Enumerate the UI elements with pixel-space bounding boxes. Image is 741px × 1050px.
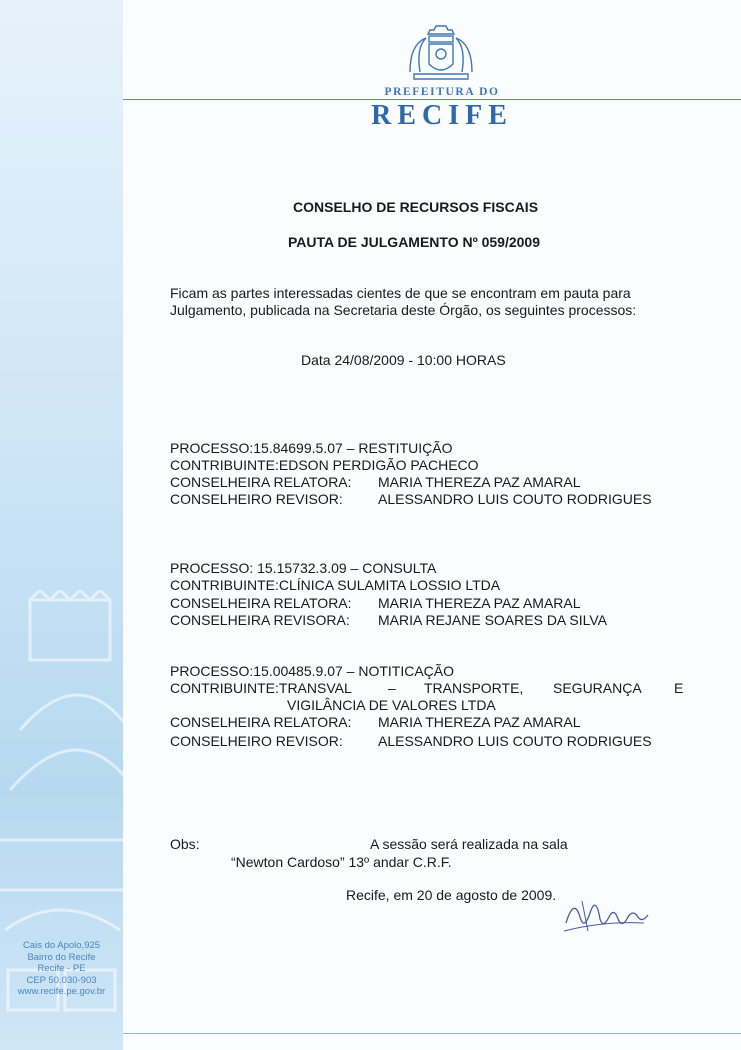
pauta-title: PAUTA DE JULGAMENTO Nº 059/2009 bbox=[288, 234, 540, 250]
obs-line-2: “Newton Cardoso” 13º andar C.R.F. bbox=[231, 854, 452, 870]
process-rapporteur-name: MARIA THEREZA PAZ AMARAL bbox=[378, 595, 581, 611]
process-taxpayer-part: CONTRIBUINTE:TRANSVAL bbox=[170, 680, 352, 696]
address-block bbox=[0, 940, 123, 998]
process-taxpayer-part: TRANSPORTE, bbox=[424, 680, 524, 696]
sidebar-band bbox=[0, 0, 123, 1050]
process-rapporteur-label: CONSELHEIRA RELATORA: bbox=[170, 595, 352, 611]
process-reviewer-name: ALESSANDRO LUIS COUTO RODRIGUES bbox=[378, 491, 652, 507]
process-rapporteur-name: MARIA THEREZA PAZ AMARAL bbox=[378, 474, 581, 490]
intro-line-2: Julgamento, publicada na Secretaria deste Órgão, os seguintes processos: bbox=[170, 302, 637, 318]
address-city: Recife - PE bbox=[37, 963, 86, 974]
recife-logo-text: RECIFE bbox=[371, 100, 513, 131]
process-rapporteur-name: MARIA THEREZA PAZ AMARAL bbox=[378, 714, 581, 730]
process-taxpayer-part: SEGURANÇA bbox=[553, 680, 642, 696]
session-date: Data 24/08/2009 - 10:00 HORAS bbox=[301, 352, 506, 368]
council-title: CONSELHO DE RECURSOS FISCAIS bbox=[293, 199, 539, 215]
process-taxpayer: CONTRIBUINTE:EDSON PERDIGÃO PACHECO bbox=[170, 457, 479, 473]
process-taxpayer-part: – bbox=[388, 680, 396, 696]
closing-date: Recife, em 20 de agosto de 2009. bbox=[346, 887, 557, 903]
process-reviewer-label: CONSELHEIRO REVISOR: bbox=[170, 491, 343, 507]
obs-label: Obs: bbox=[170, 836, 200, 852]
process-taxpayer-continued: VIGILÂNCIA DE VALORES LTDA bbox=[287, 697, 496, 713]
footer-divider bbox=[123, 1033, 741, 1034]
process-reviewer-label: CONSELHEIRA REVISORA: bbox=[170, 612, 350, 628]
process-rapporteur-label: CONSELHEIRA RELATORA: bbox=[170, 474, 352, 490]
process-reviewer-label: CONSELHEIRO REVISOR: bbox=[170, 733, 343, 749]
process-taxpayer: CONTRIBUINTE:CLÍNICA SULAMITA LOSSIO LTDA bbox=[170, 577, 501, 593]
process-rapporteur-label: CONSELHEIRA RELATORA: bbox=[170, 714, 352, 730]
recife-crest-icon bbox=[402, 24, 480, 84]
process-reviewer-name: ALESSANDRO LUIS COUTO RODRIGUES bbox=[378, 733, 652, 749]
process-number: PROCESSO: 15.15732.3.09 – CONSULTA bbox=[170, 560, 437, 576]
process-number: PROCESSO:15.00485.9.07 – NOTITICAÇÃO bbox=[170, 663, 455, 679]
address-website[interactable]: www.recife.pe.gov.br bbox=[17, 986, 106, 997]
obs-line-1: A sessão será realizada na sala bbox=[370, 836, 568, 852]
prefeitura-label: PREFEITURA DO bbox=[384, 86, 500, 98]
process-taxpayer-part: E bbox=[674, 680, 684, 696]
process-number: PROCESSO:15.84699.5.07 – RESTITUIÇÃO bbox=[170, 440, 453, 456]
address-street: Cais do Apolo,925 bbox=[22, 940, 101, 951]
intro-line-1: Ficam as partes interessadas cientes de que se encontram em pauta para bbox=[170, 285, 631, 301]
process-reviewer-name: MARIA REJANE SOARES DA SILVA bbox=[378, 612, 607, 628]
signature-icon bbox=[560, 893, 660, 939]
address-cep: CEP 50.030-903 bbox=[26, 974, 97, 986]
address-district: Bairro do Recife bbox=[27, 951, 96, 963]
